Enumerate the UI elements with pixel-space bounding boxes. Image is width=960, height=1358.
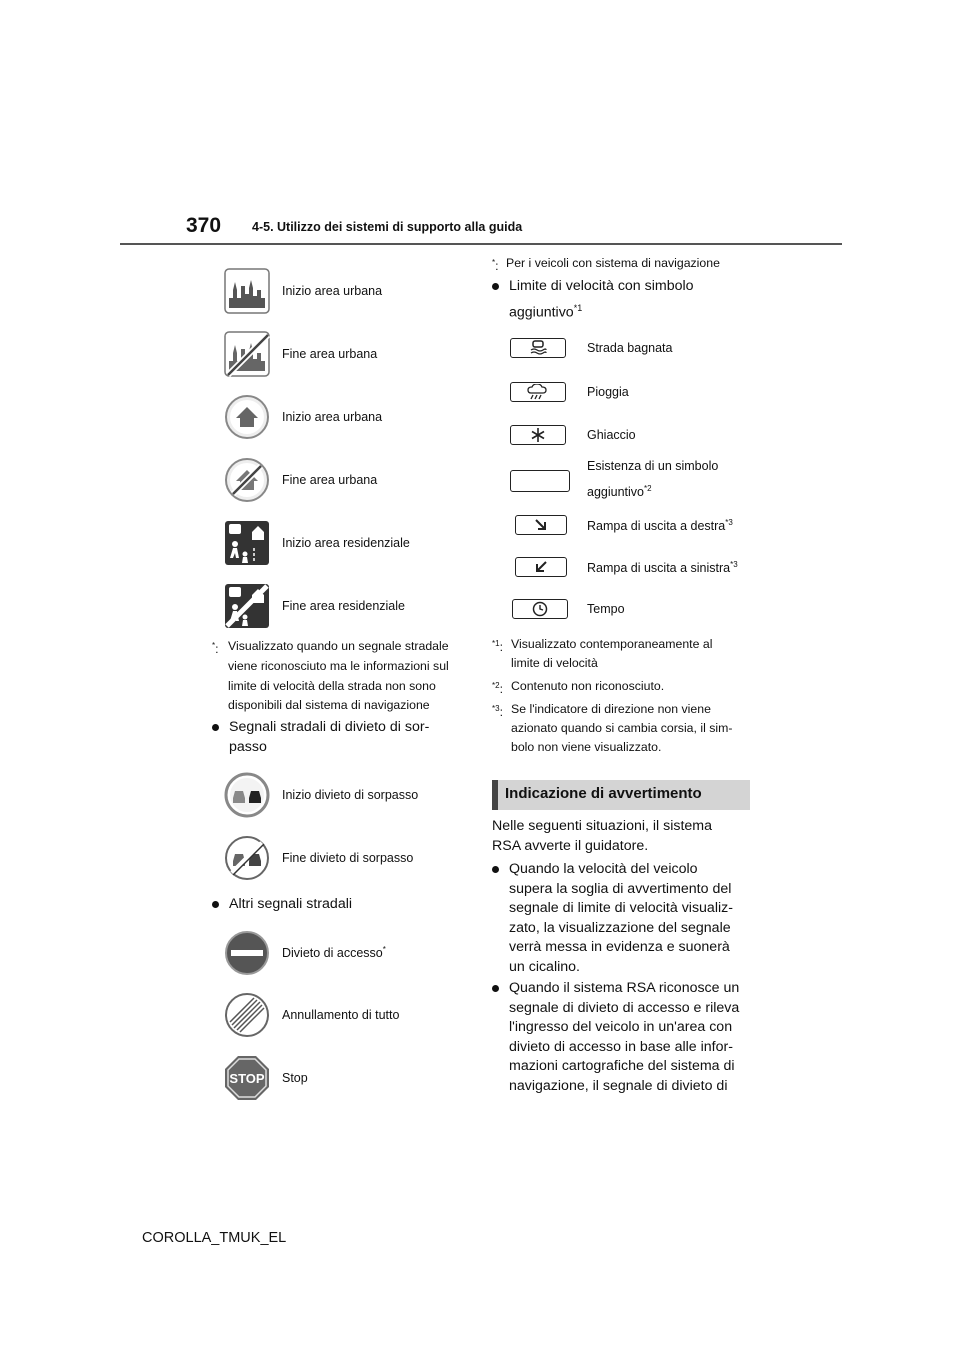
bullet-text: zato, la visualizzazione del segnale xyxy=(509,920,731,936)
bullet-text: divieto di accesso in base alle infor- xyxy=(509,1039,733,1055)
sign-row xyxy=(224,772,419,818)
bullet-text: un cicalino. xyxy=(509,959,580,975)
city-skyline-icon xyxy=(224,268,270,314)
symbol-row xyxy=(512,599,625,619)
bullet-text: Quando la velocità del veicolo xyxy=(509,861,698,877)
no-overtaking-icon xyxy=(224,772,270,818)
sign-row xyxy=(224,835,414,881)
empty-panel-icon xyxy=(510,470,570,492)
symbol-row xyxy=(515,515,733,535)
bullet-dot xyxy=(212,901,219,908)
house-circle-icon xyxy=(224,394,270,440)
note-mark: $^{*3}$: xyxy=(492,704,503,720)
sign-row xyxy=(224,268,383,314)
sign-label: Inizio area urbana xyxy=(282,410,383,424)
bullet-text: segnale di divieto di accesso e rileva xyxy=(509,1000,740,1016)
paragraph-line: Nelle seguenti situazioni, il sistema xyxy=(492,818,713,834)
snowflake-icon xyxy=(510,425,566,445)
symbol-row xyxy=(515,557,738,577)
end-all-restrictions-icon xyxy=(224,992,270,1038)
symbol-label: Rampa di uscita a sinistra$^{*3}$ xyxy=(587,560,738,576)
sign-label: Fine area residenziale xyxy=(282,599,405,613)
stop-sign-text: STOP xyxy=(229,1071,265,1086)
symbol-row xyxy=(510,338,673,358)
bullet-text: Segnali stradali di divieto di sor- xyxy=(229,719,430,735)
sign-label: Inizio area urbana xyxy=(282,284,383,298)
stop-sign-icon xyxy=(224,1055,270,1101)
sign-row xyxy=(224,457,378,503)
sign-row xyxy=(224,992,400,1038)
page-number: 370 xyxy=(186,214,222,237)
note-line: bolo non viene visualizzato. xyxy=(511,740,662,754)
symbol-label: Ghiaccio xyxy=(587,427,636,442)
chapter-title: 4-5. Utilizzo dei sistemi di supporto alla guida xyxy=(252,220,523,234)
sign-row xyxy=(224,520,410,566)
footnote-line: Per i veicoli con sistema di navigazione xyxy=(506,256,720,270)
bullet-text: Quando il sistema RSA riconosce un xyxy=(509,980,740,996)
note-mark: $^{*2}$: xyxy=(492,681,503,697)
note-line: Visualizzato contemporaneamente al xyxy=(511,637,713,651)
sign-row xyxy=(224,331,378,377)
sign-row xyxy=(224,583,405,629)
rain-icon xyxy=(510,382,566,402)
bullet-text: verrà messa in evidenza e suonerà xyxy=(509,939,730,955)
footnote-mark: *: xyxy=(492,258,499,274)
symbol-row xyxy=(510,425,636,445)
arrow-down-right-icon xyxy=(515,515,567,535)
note-line: limite di velocità xyxy=(511,656,598,670)
sign-label: Inizio area residenziale xyxy=(282,536,410,550)
bullet-dot xyxy=(492,985,499,992)
header-rule xyxy=(120,243,842,245)
note-mark: $^{*1}$: xyxy=(492,639,503,655)
sign-row xyxy=(224,930,386,976)
bullet-dot xyxy=(212,724,219,731)
symbol-label: Rampa di uscita a destra$^{*3}$ xyxy=(587,518,733,534)
bullet-dot xyxy=(492,283,499,290)
footnote-line: limite di velocità della strada non sono xyxy=(228,679,436,693)
bullet-text: segnale di limite di velocità visualiz- xyxy=(509,900,733,916)
symbol-label: Pioggia xyxy=(587,384,629,399)
wet-road-icon xyxy=(510,338,566,358)
section-heading xyxy=(492,780,750,810)
sign-row xyxy=(224,1055,308,1101)
sign-label: Fine area urbana xyxy=(282,347,378,361)
symbol-row xyxy=(510,459,719,500)
end-no-overtaking-icon xyxy=(224,835,270,881)
footnote-line: viene riconosciuto ma le informazioni sul xyxy=(228,659,449,673)
symbol-label: Esistenza di un simbolo xyxy=(587,459,719,473)
city-skyline-crossed-icon xyxy=(224,331,270,377)
bullet-text: supera la soglia di avvertimento del xyxy=(509,881,732,897)
sign-row xyxy=(224,394,383,440)
note-line: Contenuto non riconosciuto. xyxy=(511,679,665,693)
bullet-text: mazioni cartografiche del sistema di xyxy=(509,1058,735,1074)
note-line: Se l'indicatore di direzione non viene xyxy=(511,702,711,716)
sign-label: Fine divieto di sorpasso xyxy=(282,851,414,865)
section-title: Indicazione di avvertimento xyxy=(505,785,702,802)
sign-label: Annullamento di tutto xyxy=(282,1008,400,1022)
sign-label: Fine area urbana xyxy=(282,473,378,487)
sign-label: Inizio divieto di sorpasso xyxy=(282,788,419,802)
symbol-label: Strada bagnata xyxy=(587,340,673,355)
footnote-line: Visualizzato quando un segnale stradale xyxy=(228,639,449,653)
clock-icon xyxy=(512,599,568,619)
bullet-text: navigazione, il segnale di divieto di xyxy=(509,1078,728,1094)
residential-area-icon xyxy=(224,520,270,566)
footnote-mark: *: xyxy=(212,641,219,657)
paragraph-line: RSA avverte il guidatore. xyxy=(492,838,649,854)
symbol-label: aggiuntivo$^{*2}$ xyxy=(587,484,652,500)
no-entry-icon xyxy=(224,930,270,976)
bullet-text: Limite di velocità con simbolo xyxy=(509,278,694,294)
footer-code: COROLLA_TMUK_EL xyxy=(142,1230,287,1246)
symbol-label: Tempo xyxy=(587,601,625,616)
note-line: azionato quando si cambia corsia, il sim- xyxy=(511,721,733,735)
bullet-text: aggiuntivo$^{*1}$ xyxy=(509,303,583,321)
residential-area-crossed-icon xyxy=(224,583,270,629)
house-circle-crossed-icon xyxy=(224,457,270,503)
symbol-row xyxy=(510,382,629,402)
sign-label: Stop xyxy=(282,1071,308,1085)
sign-label: Divieto di accesso* xyxy=(282,945,386,961)
arrow-down-left-icon xyxy=(515,557,567,577)
bullet-text: Altri segnali stradali xyxy=(229,896,353,912)
bullet-text: l'ingresso del veicolo in un'area con xyxy=(509,1019,733,1035)
heading-bar xyxy=(492,780,498,810)
bullet-text: passo xyxy=(229,739,267,755)
footnote-line: disponibili dal sistema di navigazione xyxy=(228,698,430,712)
bullet-dot xyxy=(492,866,499,873)
